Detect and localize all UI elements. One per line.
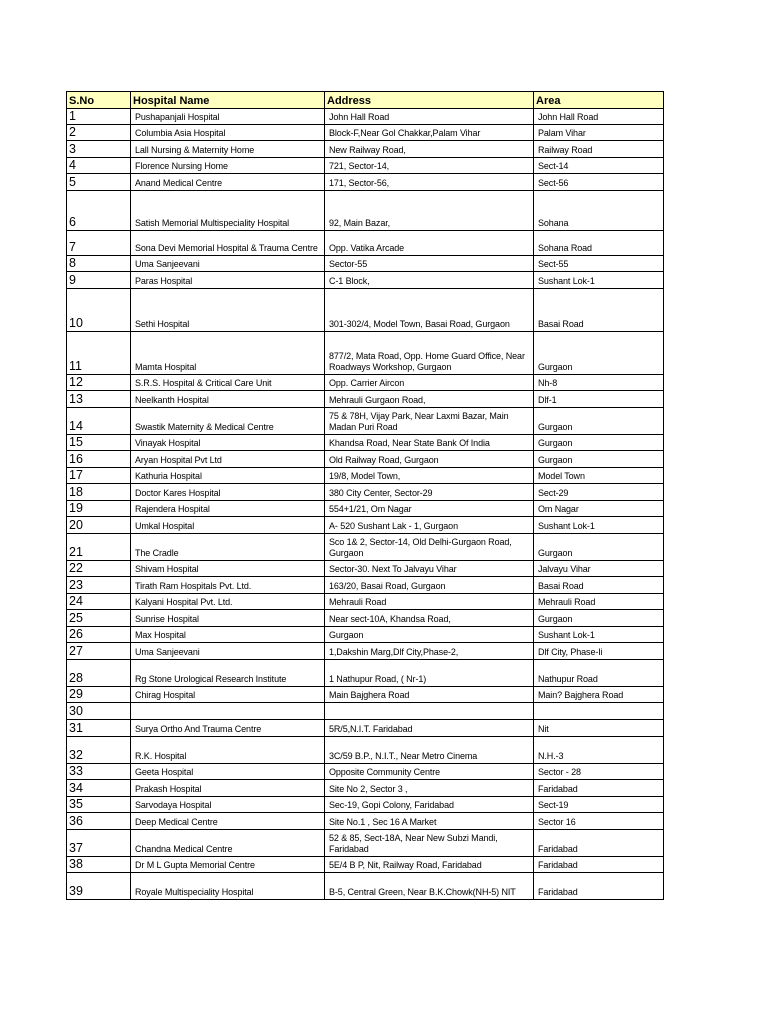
table-row bbox=[67, 109, 664, 125]
cell-sno[interactable]: 4 bbox=[67, 158, 131, 174]
cell-area[interactable]: Mehrauli Road bbox=[534, 594, 664, 610]
cell-area[interactable]: Sect-29 bbox=[534, 484, 664, 501]
cell-area[interactable]: Jalvayu Vihar bbox=[534, 561, 664, 577]
cell-address[interactable]: Near sect-10A, Khandsa Road, bbox=[325, 610, 534, 627]
cell-hospital-name[interactable]: Chirag Hospital bbox=[131, 687, 325, 703]
cell-hospital-name[interactable]: Pushapanjali Hospital bbox=[131, 109, 325, 125]
table-row bbox=[67, 375, 664, 391]
cell-sno[interactable]: 26 bbox=[67, 627, 131, 643]
cell-area[interactable]: Gurgaon bbox=[534, 610, 664, 627]
cell-area[interactable]: Nh-8 bbox=[534, 375, 664, 391]
cell-address[interactable]: Gurgaon bbox=[325, 627, 534, 643]
table-row bbox=[67, 391, 664, 408]
cell-sno[interactable]: 20 bbox=[67, 517, 131, 534]
cell-sno[interactable]: 35 bbox=[67, 797, 131, 813]
cell-address[interactable]: Mehrauli Gurgaon Road, bbox=[325, 391, 534, 408]
cell-area[interactable]: Model Town bbox=[534, 468, 664, 484]
cell-sno[interactable]: 24 bbox=[67, 594, 131, 610]
cell-address[interactable]: 380 City Center, Sector-29 bbox=[325, 484, 534, 501]
hospital-table bbox=[66, 91, 664, 900]
cell-hospital-name[interactable]: Aryan Hospital Pvt Ltd bbox=[131, 451, 325, 468]
table-row bbox=[67, 830, 664, 857]
cell-sno[interactable]: 10 bbox=[67, 289, 131, 332]
cell-area[interactable]: Faridabad bbox=[534, 857, 664, 873]
cell-area[interactable]: Palam Vihar bbox=[534, 125, 664, 141]
cell-area[interactable]: Gurgaon bbox=[534, 435, 664, 451]
cell-address[interactable]: Sector-55 bbox=[325, 256, 534, 272]
cell-address[interactable]: 5E/4 B P, Nit, Railway Road, Faridabad bbox=[325, 857, 534, 873]
cell-address[interactable]: 92, Main Bazar, bbox=[325, 191, 534, 231]
cell-hospital-name[interactable] bbox=[131, 703, 325, 720]
table-row bbox=[67, 643, 664, 660]
cell-hospital-name[interactable]: Florence Nursing Home bbox=[131, 158, 325, 174]
cell-hospital-name[interactable]: Rajendera Hospital bbox=[131, 501, 325, 517]
table-row bbox=[67, 468, 664, 484]
cell-hospital-name[interactable]: Sarvodaya Hospital bbox=[131, 797, 325, 813]
cell-address[interactable]: 301-302/4, Model Town, Basai Road, Gurgaon bbox=[325, 289, 534, 332]
cell-area[interactable]: Sushant Lok-1 bbox=[534, 517, 664, 534]
cell-sno[interactable]: 2 bbox=[67, 125, 131, 141]
cell-address[interactable]: Old Railway Road, Gurgaon bbox=[325, 451, 534, 468]
cell-hospital-name[interactable]: S.R.S. Hospital & Critical Care Unit bbox=[131, 375, 325, 391]
cell-sno[interactable]: 27 bbox=[67, 643, 131, 660]
cell-hospital-name[interactable]: Kalyani Hospital Pvt. Ltd. bbox=[131, 594, 325, 610]
cell-hospital-name[interactable]: Paras Hospital bbox=[131, 272, 325, 289]
cell-area[interactable]: Sohana bbox=[534, 191, 664, 231]
cell-area[interactable]: Sector - 28 bbox=[534, 764, 664, 780]
cell-address[interactable]: Main Bajghera Road bbox=[325, 687, 534, 703]
cell-address[interactable]: B-5, Central Green, Near B.K.Chowk(NH-5) NIT bbox=[325, 873, 534, 900]
cell-area[interactable]: Railway Road bbox=[534, 141, 664, 158]
table-row bbox=[67, 231, 664, 256]
header-sno[interactable]: S.No bbox=[67, 92, 131, 109]
cell-sno[interactable]: 7 bbox=[67, 231, 131, 256]
cell-hospital-name[interactable]: Lall Nursing & Maternity Home bbox=[131, 141, 325, 158]
cell-hospital-name[interactable]: Sunrise Hospital bbox=[131, 610, 325, 627]
table-row bbox=[67, 660, 664, 687]
cell-sno[interactable]: 1 bbox=[67, 109, 131, 125]
cell-sno[interactable]: 32 bbox=[67, 737, 131, 764]
cell-address[interactable]: C-1 Block, bbox=[325, 272, 534, 289]
cell-area[interactable]: Nit bbox=[534, 720, 664, 737]
cell-hospital-name[interactable]: Royale Multispeciality Hospital bbox=[131, 873, 325, 900]
cell-address[interactable]: Sector-30. Next To Jalvayu Vihar bbox=[325, 561, 534, 577]
cell-hospital-name[interactable]: Columbia Asia Hospital bbox=[131, 125, 325, 141]
cell-hospital-name[interactable]: Sona Devi Memorial Hospital & Trauma Centre bbox=[131, 231, 325, 256]
cell-address[interactable]: Opp. Vatika Arcade bbox=[325, 231, 534, 256]
cell-area[interactable]: Om Nagar bbox=[534, 501, 664, 517]
cell-sno[interactable]: 12 bbox=[67, 375, 131, 391]
table-row bbox=[67, 687, 664, 703]
cell-sno[interactable]: 13 bbox=[67, 391, 131, 408]
cell-address[interactable]: Mehrauli Road bbox=[325, 594, 534, 610]
cell-area[interactable]: Sect-55 bbox=[534, 256, 664, 272]
table-row bbox=[67, 174, 664, 191]
cell-area[interactable]: Sushant Lok-1 bbox=[534, 627, 664, 643]
table-row bbox=[67, 517, 664, 534]
table-row bbox=[67, 501, 664, 517]
cell-hospital-name[interactable]: Vinayak Hospital bbox=[131, 435, 325, 451]
cell-sno[interactable]: 16 bbox=[67, 451, 131, 468]
table-row bbox=[67, 764, 664, 780]
cell-area[interactable]: Sect-14 bbox=[534, 158, 664, 174]
cell-area[interactable]: Gurgaon bbox=[534, 332, 664, 375]
cell-area[interactable]: Sect-19 bbox=[534, 797, 664, 813]
cell-sno[interactable]: 9 bbox=[67, 272, 131, 289]
cell-area[interactable]: Basai Road bbox=[534, 577, 664, 594]
cell-sno[interactable]: 28 bbox=[67, 660, 131, 687]
cell-sno[interactable]: 36 bbox=[67, 813, 131, 830]
cell-sno[interactable]: 5 bbox=[67, 174, 131, 191]
table-row bbox=[67, 873, 664, 900]
table-row bbox=[67, 534, 664, 561]
cell-hospital-name[interactable]: Uma Sanjeevani bbox=[131, 256, 325, 272]
cell-sno[interactable]: 8 bbox=[67, 256, 131, 272]
cell-area[interactable]: John Hall Road bbox=[534, 109, 664, 125]
cell-area[interactable]: Faridabad bbox=[534, 873, 664, 900]
cell-area[interactable]: Gurgaon bbox=[534, 451, 664, 468]
cell-sno[interactable]: 31 bbox=[67, 720, 131, 737]
cell-sno[interactable]: 19 bbox=[67, 501, 131, 517]
header-area[interactable]: Area bbox=[534, 92, 664, 109]
cell-area[interactable]: Sect-56 bbox=[534, 174, 664, 191]
cell-hospital-name[interactable]: Surya Ortho And Trauma Centre bbox=[131, 720, 325, 737]
cell-address[interactable]: Opposite Community Centre bbox=[325, 764, 534, 780]
cell-hospital-name[interactable]: Satish Memorial Multispeciality Hospital bbox=[131, 191, 325, 231]
cell-hospital-name[interactable]: Uma Sanjeevani bbox=[131, 643, 325, 660]
cell-address[interactable]: 3C/59 B.P., N.I.T., Near Metro Cinema bbox=[325, 737, 534, 764]
cell-address[interactable]: Block-F,Near Gol Chakkar,Palam Vihar bbox=[325, 125, 534, 141]
cell-address[interactable]: 19/8, Model Town, bbox=[325, 468, 534, 484]
cell-hospital-name[interactable]: Anand Medical Centre bbox=[131, 174, 325, 191]
cell-area[interactable]: Sector 16 bbox=[534, 813, 664, 830]
cell-area[interactable]: Nathupur Road bbox=[534, 660, 664, 687]
cell-hospital-name[interactable]: Geeta Hospital bbox=[131, 764, 325, 780]
cell-area[interactable]: Main? Bajghera Road bbox=[534, 687, 664, 703]
cell-hospital-name[interactable]: The Cradle bbox=[131, 534, 325, 561]
cell-sno[interactable]: 37 bbox=[67, 830, 131, 857]
cell-sno[interactable]: 3 bbox=[67, 141, 131, 158]
cell-sno[interactable]: 21 bbox=[67, 534, 131, 561]
cell-sno[interactable]: 11 bbox=[67, 332, 131, 375]
cell-address[interactable]: 171, Sector-56, bbox=[325, 174, 534, 191]
cell-address[interactable]: 75 & 78H, Vijay Park, Near Laxmi Bazar, Main Madan Puri Road bbox=[325, 408, 534, 435]
cell-address[interactable]: 1 Nathupur Road, ( Nr-1) bbox=[325, 660, 534, 687]
cell-area[interactable] bbox=[534, 703, 664, 720]
table-row bbox=[67, 737, 664, 764]
table-row bbox=[67, 408, 664, 435]
cell-sno[interactable]: 15 bbox=[67, 435, 131, 451]
cell-area[interactable]: Dlf City, Phase-Ii bbox=[534, 643, 664, 660]
table-row bbox=[67, 158, 664, 174]
header-hospital-name[interactable]: Hospital Name bbox=[131, 92, 325, 109]
cell-hospital-name[interactable]: Umkal Hospital bbox=[131, 517, 325, 534]
cell-area[interactable]: Basai Road bbox=[534, 289, 664, 332]
cell-address[interactable]: Opp. Carrier Aircon bbox=[325, 375, 534, 391]
table-row bbox=[67, 610, 664, 627]
cell-address[interactable]: Sec-19, Gopi Colony, Faridabad bbox=[325, 797, 534, 813]
cell-area[interactable]: Gurgaon bbox=[534, 408, 664, 435]
cell-hospital-name[interactable]: Tirath Ram Hospitals Pvt. Ltd. bbox=[131, 577, 325, 594]
cell-area[interactable]: Faridabad bbox=[534, 780, 664, 797]
table-row bbox=[67, 256, 664, 272]
table-row bbox=[67, 332, 664, 375]
cell-sno[interactable]: 39 bbox=[67, 873, 131, 900]
cell-address[interactable]: Site No.1 , Sec 16 A Market bbox=[325, 813, 534, 830]
cell-hospital-name[interactable]: Kathuria Hospital bbox=[131, 468, 325, 484]
cell-hospital-name[interactable]: Sethi Hospital bbox=[131, 289, 325, 332]
cell-sno[interactable]: 25 bbox=[67, 610, 131, 627]
cell-hospital-name[interactable]: Doctor Kares Hospital bbox=[131, 484, 325, 501]
cell-hospital-name[interactable]: Neelkanth Hospital bbox=[131, 391, 325, 408]
cell-sno[interactable]: 34 bbox=[67, 780, 131, 797]
cell-address[interactable]: 877/2, Mata Road, Opp. Home Guard Office, Near Roadways Workshop, Gurgaon bbox=[325, 332, 534, 375]
cell-address[interactable]: New Railway Road, bbox=[325, 141, 534, 158]
table-row bbox=[67, 272, 664, 289]
cell-hospital-name[interactable]: Prakash Hospital bbox=[131, 780, 325, 797]
cell-sno[interactable]: 17 bbox=[67, 468, 131, 484]
table-row bbox=[67, 561, 664, 577]
cell-address[interactable]: 554+1/21, Om Nagar bbox=[325, 501, 534, 517]
table-row bbox=[67, 857, 664, 873]
cell-address[interactable]: 52 & 85, Sect-18A, Near New Subzi Mandi, Faridabad bbox=[325, 830, 534, 857]
cell-address[interactable]: 1,Dakshin Marg,Dlf City,Phase-2, bbox=[325, 643, 534, 660]
cell-hospital-name[interactable]: Swastik Maternity & Medical Centre bbox=[131, 408, 325, 435]
cell-address[interactable]: 721, Sector-14, bbox=[325, 158, 534, 174]
cell-address[interactable]: 5R/5,N.I.T. Faridabad bbox=[325, 720, 534, 737]
cell-hospital-name[interactable]: Deep Medical Centre bbox=[131, 813, 325, 830]
table-row bbox=[67, 191, 664, 231]
cell-sno[interactable]: 14 bbox=[67, 408, 131, 435]
cell-address[interactable]: Sco 1& 2, Sector-14, Old Delhi-Gurgaon Road, Gurgaon bbox=[325, 534, 534, 561]
cell-hospital-name[interactable]: Rg Stone Urological Research Institute bbox=[131, 660, 325, 687]
cell-hospital-name[interactable]: Max Hospital bbox=[131, 627, 325, 643]
table-row bbox=[67, 720, 664, 737]
table-row bbox=[67, 703, 664, 720]
cell-sno[interactable]: 22 bbox=[67, 561, 131, 577]
cell-sno[interactable]: 23 bbox=[67, 577, 131, 594]
table-row bbox=[67, 813, 664, 830]
cell-hospital-name[interactable]: Dr M L Gupta Memorial Centre bbox=[131, 857, 325, 873]
table-row bbox=[67, 780, 664, 797]
table-row bbox=[67, 125, 664, 141]
table-row bbox=[67, 577, 664, 594]
table-row bbox=[67, 484, 664, 501]
cell-sno[interactable]: 6 bbox=[67, 191, 131, 231]
cell-sno[interactable]: 18 bbox=[67, 484, 131, 501]
header-address[interactable]: Address bbox=[325, 92, 534, 109]
table-row bbox=[67, 289, 664, 332]
table-row bbox=[67, 451, 664, 468]
cell-area[interactable]: Faridabad bbox=[534, 830, 664, 857]
table-row bbox=[67, 594, 664, 610]
cell-address[interactable]: John Hall Road bbox=[325, 109, 534, 125]
table-row bbox=[67, 797, 664, 813]
table-row bbox=[67, 627, 664, 643]
table-row bbox=[67, 141, 664, 158]
cell-area[interactable]: Gurgaon bbox=[534, 534, 664, 561]
cell-hospital-name[interactable]: Shivam Hospital bbox=[131, 561, 325, 577]
cell-sno[interactable]: 29 bbox=[67, 687, 131, 703]
cell-address[interactable]: Site No 2, Sector 3 , bbox=[325, 780, 534, 797]
cell-address[interactable]: 163/20, Basai Road, Gurgaon bbox=[325, 577, 534, 594]
cell-area[interactable]: Dlf-1 bbox=[534, 391, 664, 408]
cell-sno[interactable]: 30 bbox=[67, 703, 131, 720]
cell-address[interactable]: A- 520 Sushant Lak - 1, Gurgaon bbox=[325, 517, 534, 534]
header-row bbox=[67, 92, 664, 109]
cell-area[interactable]: Sushant Lok-1 bbox=[534, 272, 664, 289]
cell-sno[interactable]: 33 bbox=[67, 764, 131, 780]
cell-sno[interactable]: 38 bbox=[67, 857, 131, 873]
cell-address[interactable] bbox=[325, 703, 534, 720]
cell-area[interactable]: N.H.-3 bbox=[534, 737, 664, 764]
cell-hospital-name[interactable]: R.K. Hospital bbox=[131, 737, 325, 764]
cell-area[interactable]: Sohana Road bbox=[534, 231, 664, 256]
cell-address[interactable]: Khandsa Road, Near State Bank Of India bbox=[325, 435, 534, 451]
cell-hospital-name[interactable]: Chandna Medical Centre bbox=[131, 830, 325, 857]
table-row bbox=[67, 435, 664, 451]
cell-hospital-name[interactable]: Mamta Hospital bbox=[131, 332, 325, 375]
